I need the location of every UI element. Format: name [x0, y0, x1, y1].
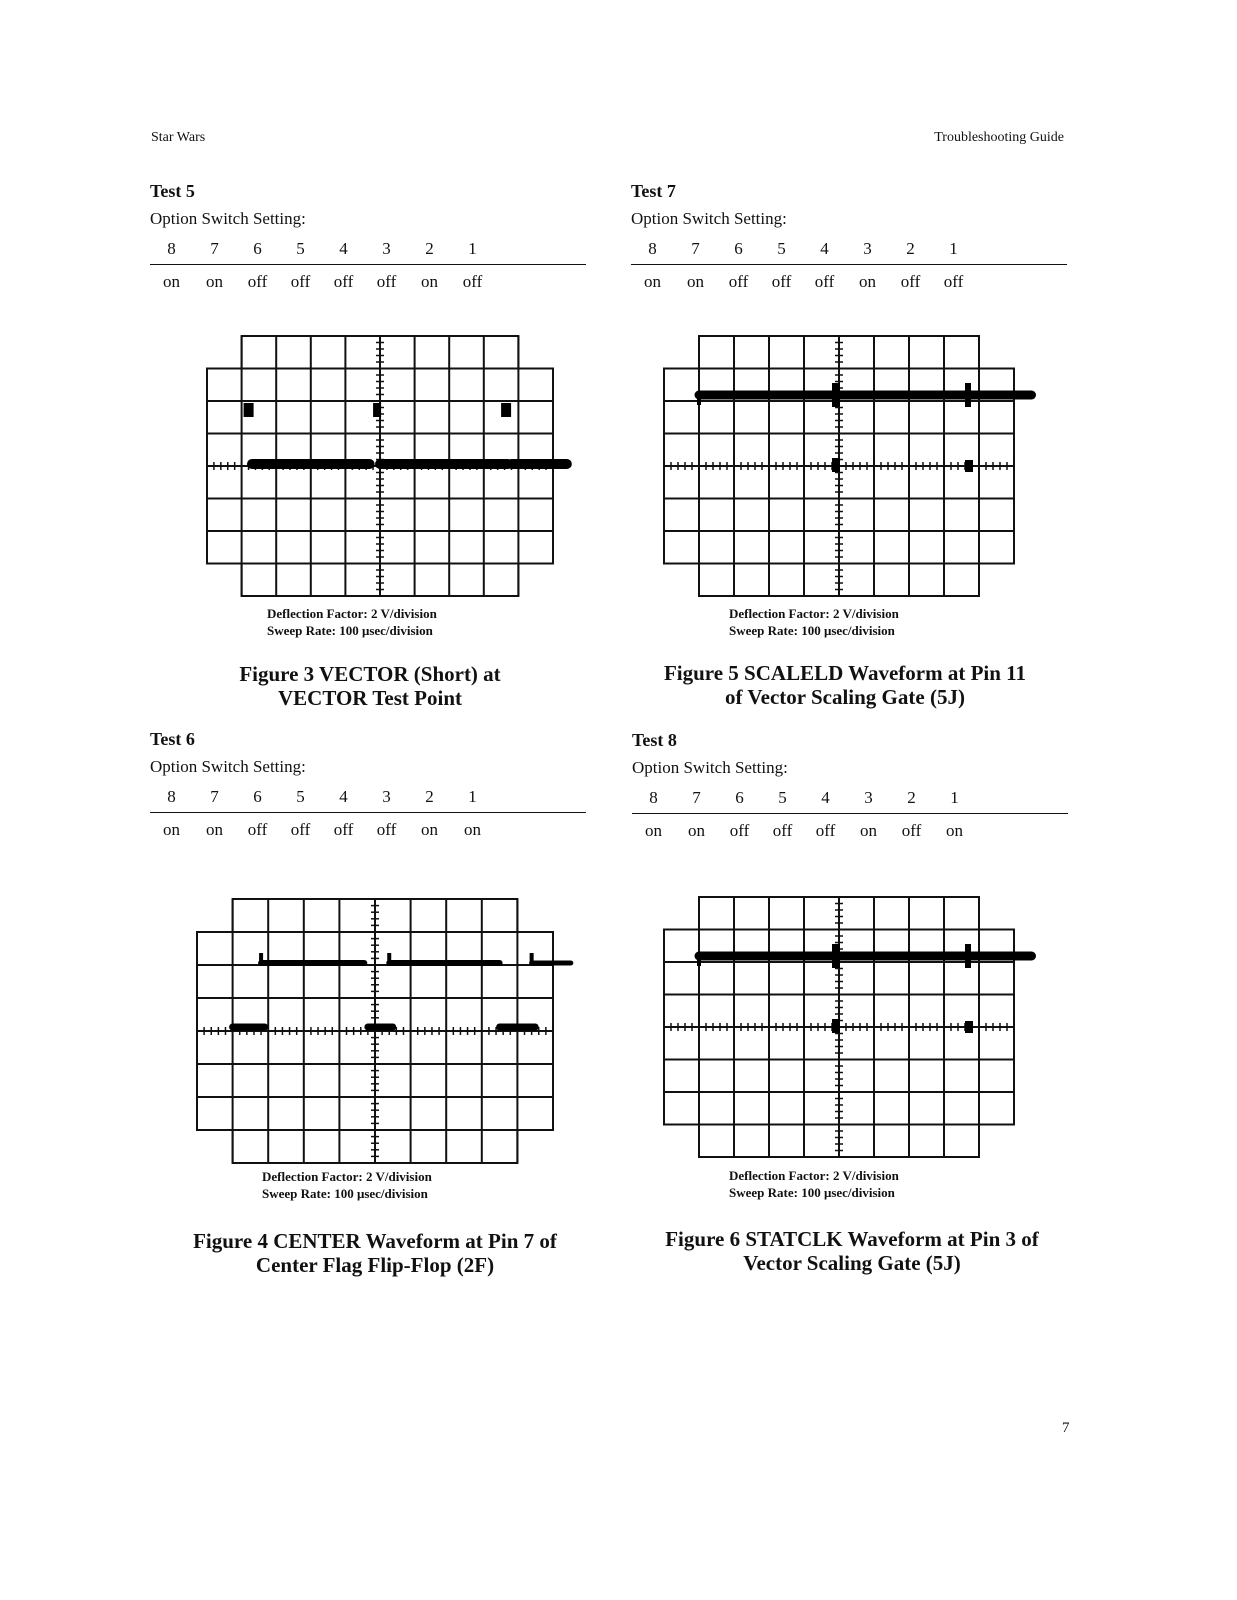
switch-setting: on	[421, 820, 438, 839]
figure-caption-line: VECTOR Test Point	[278, 686, 462, 710]
switch-setting: off	[247, 820, 268, 839]
switch-number: 7	[193, 234, 236, 265]
switch-setting: off	[900, 272, 921, 291]
switch-setting: off	[901, 821, 922, 840]
switch-setting: off	[771, 272, 792, 291]
switch-number: 1	[932, 234, 975, 265]
switch-setting: off	[728, 272, 749, 291]
oscilloscope-graticule	[197, 899, 553, 1163]
switch-setting: off	[333, 272, 354, 291]
waveform-trace	[373, 403, 381, 417]
switch-number: 2	[890, 783, 933, 814]
switch-setting: off	[772, 821, 793, 840]
running-header-left: Star Wars	[151, 130, 206, 145]
switch-number: 2	[889, 234, 932, 265]
option-switch-label: Option Switch Setting:	[632, 758, 788, 777]
waveform-trace	[387, 953, 391, 965]
switch-number: 8	[631, 234, 674, 265]
sweep-rate: Sweep Rate: 100 μsec/division	[267, 623, 433, 638]
switch-setting: on	[206, 272, 223, 291]
test-7-block	[631, 180, 1067, 299]
test-title: Test 5	[150, 181, 195, 201]
switch-setting: on	[163, 272, 180, 291]
figure-caption-line: Vector Scaling Gate (5J)	[743, 1251, 961, 1275]
option-switch-label: Option Switch Setting:	[150, 757, 306, 776]
switch-number: 4	[804, 783, 847, 814]
switch-number: 6	[717, 234, 760, 265]
switch-number: 5	[760, 234, 803, 265]
switch-number: 4	[322, 782, 365, 813]
figure-caption-line: Center Flag Flip-Flop (2F)	[255, 1253, 495, 1277]
waveform-trace	[965, 460, 973, 472]
figure-caption-line: Figure 3 VECTOR (Short) at	[239, 662, 501, 686]
switch-number: 6	[236, 234, 279, 265]
switch-setting: on	[206, 820, 223, 839]
figure-caption-line: Figure 5 SCALELD Waveform at Pin 11	[663, 661, 1027, 685]
waveform-trace	[832, 944, 840, 968]
oscilloscope-figure-6	[664, 897, 1014, 1157]
switch-number: 8	[632, 783, 675, 814]
switch-number: 2	[408, 782, 451, 813]
option-switch-table	[631, 234, 1067, 299]
sweep-rate: Sweep Rate: 100 μsec/division	[262, 1186, 428, 1201]
deflection-factor: Deflection Factor: 2 V/division	[267, 606, 437, 621]
oscilloscope-graticule	[664, 336, 1014, 596]
waveform-trace	[530, 953, 534, 965]
sweep-rate: Sweep Rate: 100 μsec/division	[729, 623, 895, 638]
switch-setting: on	[860, 821, 877, 840]
waveform-trace	[697, 952, 701, 966]
figure-4-caption	[145, 1229, 605, 1277]
switch-number: 7	[193, 782, 236, 813]
scope-settings-caption	[729, 1167, 899, 1201]
scope-settings-caption	[262, 1168, 432, 1202]
deflection-factor: Deflection Factor: 2 V/division	[729, 1168, 899, 1183]
switch-number: 1	[451, 782, 494, 813]
switch-number: 6	[236, 782, 279, 813]
scope-settings-caption	[729, 605, 899, 639]
figure-caption-line: Figure 4 CENTER Waveform at Pin 7 of	[193, 1229, 557, 1253]
waveform-trace	[832, 383, 840, 407]
switch-setting: off	[943, 272, 964, 291]
switch-setting: off	[290, 272, 311, 291]
switch-number: 2	[408, 234, 451, 265]
page-number: 7	[1062, 1420, 1070, 1436]
oscilloscope-graticule	[207, 336, 553, 596]
waveform-trace	[697, 391, 701, 405]
switch-number: 3	[365, 234, 408, 265]
option-switch-table	[150, 234, 586, 299]
sweep-rate: Sweep Rate: 100 μsec/division	[729, 1185, 895, 1200]
switch-number: 4	[803, 234, 846, 265]
switch-number: 8	[150, 782, 193, 813]
deflection-factor: Deflection Factor: 2 V/division	[262, 1169, 432, 1184]
waveform-trace	[244, 403, 254, 417]
waveform-trace	[965, 1021, 973, 1033]
switch-setting: on	[644, 272, 661, 291]
switch-setting: off	[814, 272, 835, 291]
test-title: Test 6	[150, 729, 195, 749]
switch-setting: on	[946, 821, 963, 840]
running-header-right: Troubleshooting Guide	[934, 130, 1064, 145]
switch-number: 5	[279, 782, 322, 813]
switch-setting: off	[376, 272, 397, 291]
switch-setting: off	[462, 272, 483, 291]
test-title: Test 8	[632, 730, 677, 750]
oscilloscope-figure-5	[664, 336, 1014, 596]
test-8-block	[632, 729, 1068, 848]
scope-settings-caption	[267, 605, 437, 639]
waveform-trace	[832, 458, 840, 472]
test-5-block	[150, 180, 586, 299]
oscilloscope-figure-4	[197, 899, 553, 1163]
deflection-factor: Deflection Factor: 2 V/division	[729, 606, 899, 621]
figure-6-caption	[622, 1227, 1082, 1275]
switch-number: 7	[675, 783, 718, 814]
switch-setting: off	[815, 821, 836, 840]
option-switch-table	[150, 782, 586, 847]
option-switch-label: Option Switch Setting:	[150, 209, 306, 228]
figure-caption-line: Figure 6 STATCLK Waveform at Pin 3 of	[665, 1227, 1039, 1251]
switch-number: 8	[150, 234, 193, 265]
figure-caption-line: of Vector Scaling Gate (5J)	[725, 685, 965, 709]
switch-number: 6	[718, 783, 761, 814]
switch-number: 5	[279, 234, 322, 265]
switch-number: 3	[365, 782, 408, 813]
switch-number: 3	[846, 234, 889, 265]
switch-setting: off	[729, 821, 750, 840]
switch-number: 4	[322, 234, 365, 265]
waveform-trace	[832, 1019, 840, 1033]
switch-setting: on	[163, 820, 180, 839]
switch-setting: on	[645, 821, 662, 840]
switch-setting: off	[333, 820, 354, 839]
option-switch-table	[632, 783, 1068, 848]
switch-number: 3	[847, 783, 890, 814]
test-6-block	[150, 728, 586, 847]
option-switch-label: Option Switch Setting:	[631, 209, 787, 228]
switch-setting: off	[290, 820, 311, 839]
switch-setting: on	[859, 272, 876, 291]
switch-number: 5	[761, 783, 804, 814]
waveform-trace	[259, 953, 263, 965]
switch-number: 7	[674, 234, 717, 265]
switch-setting: on	[464, 820, 481, 839]
waveform-trace	[965, 383, 971, 407]
switch-number: 1	[451, 234, 494, 265]
figure-5-caption	[615, 661, 1075, 709]
switch-number: 1	[933, 783, 976, 814]
switch-setting: on	[421, 272, 438, 291]
oscilloscope-figure-3	[207, 336, 553, 596]
switch-setting: on	[687, 272, 704, 291]
switch-setting: on	[688, 821, 705, 840]
waveform-trace	[501, 403, 511, 417]
waveform-trace	[965, 944, 971, 968]
oscilloscope-graticule	[664, 897, 1014, 1157]
test-title: Test 7	[631, 181, 676, 201]
switch-setting: off	[376, 820, 397, 839]
figure-3-caption	[140, 662, 600, 710]
switch-setting: off	[247, 272, 268, 291]
